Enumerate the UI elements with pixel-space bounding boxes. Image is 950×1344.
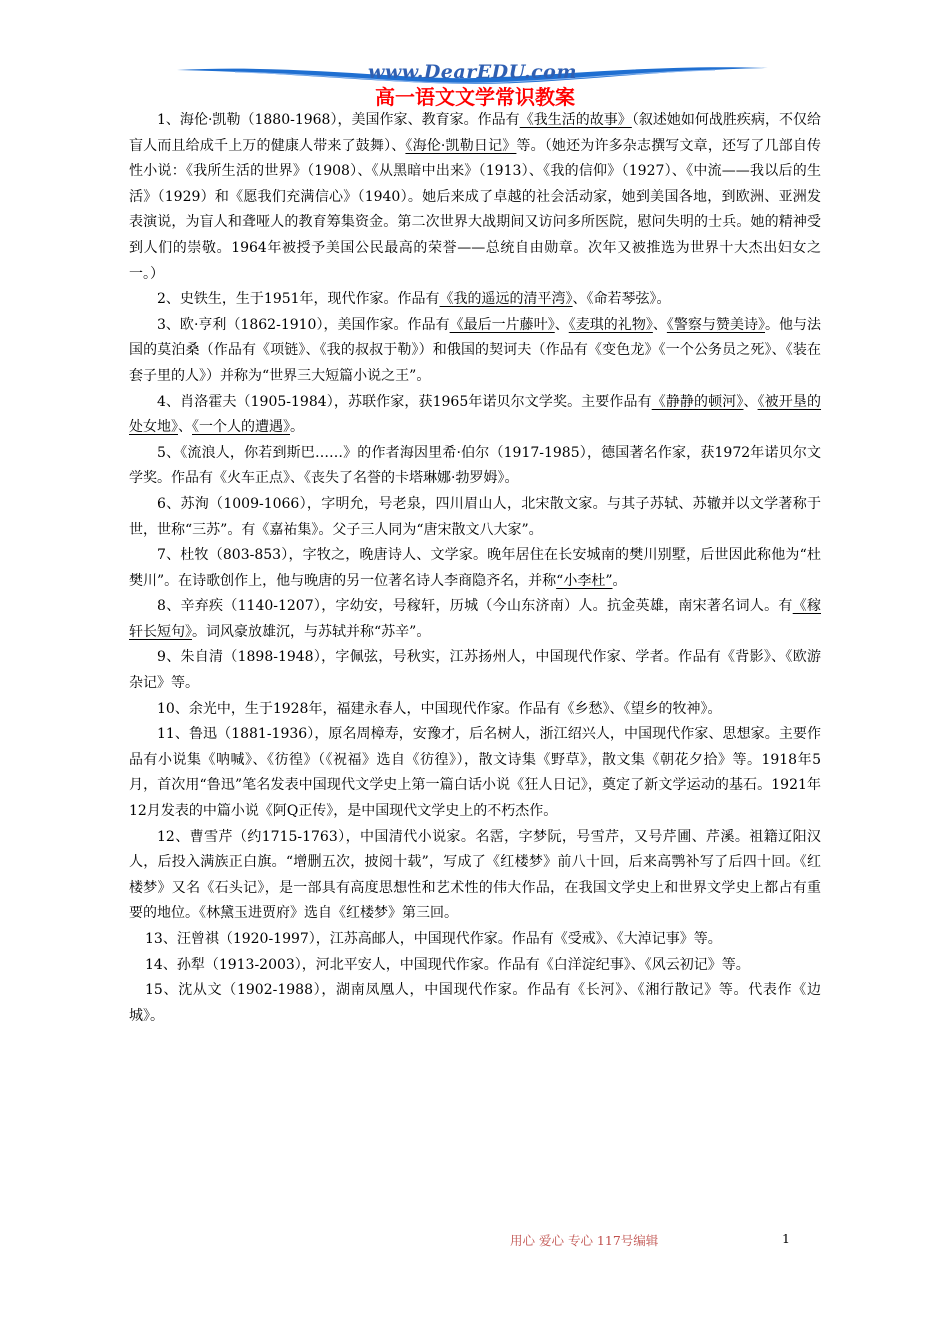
document-body xyxy=(129,108,821,1029)
work-title: 《警察与赞美诗》 xyxy=(666,316,765,333)
paragraph-10: 10、余光中，生于1928年，福建永春人，中国现代作家。作品有《乡愁》、《望乡的牧神》。 xyxy=(157,700,722,717)
paragraph-7: 7、杜牧（803-853），字牧之，晚唐诗人、文学家。晚年居住在长安城南的樊川别墅，后世因此称他为“杜樊川”。在诗歌创作上，他与晚唐的另一位著名诗人李商隐齐名，并称“小李杜”。 xyxy=(129,547,821,589)
paragraph-9: 9、朱自清（1898-1948），字佩弦，号秋实，江苏扬州人，中国现代作家、学者。作品有《背影》、《欧游杂记》等。 xyxy=(129,649,821,692)
page-number: 1 xyxy=(782,1231,790,1246)
footer-text: 用心 爱心 专心 117号编辑 xyxy=(510,1233,659,1248)
paragraph-4: 4、肖洛霍夫（1905-1984），苏联作家，获1965年诺贝尔文学奖。主要作品有《静静的顿河》、《被开垦的处女地》、《一个人的遭遇》。 xyxy=(129,393,822,436)
paragraph-5: 5、《流浪人，你若到斯巴……》的作者海因里希·伯尔（1917-1985），德国著名作家，获1972年诺贝尔文学奖。作品有《火车正点》、《丧失了名誉的卡塔琳娜·勃罗姆》。 xyxy=(129,444,821,487)
paragraph-12: 12、曹雪芹（约1715-1763），中国清代小说家。名霑，字梦阮，号雪芹，又号芹圃、芹溪。祖籍辽阳汉人，后投入满族正白旗。“增删五次，披阅十载”，写成了《红楼梦》前八十回，后来高鹗补写了后四十回。《红楼梦》又名《石头记》，是一部具有高度思想性和艺术性的伟大作品，在我国文学史上和世界文学史上都占有重要的地位。《林黛玉进贾府》选自《红楼梦》第三回。 xyxy=(129,828,821,922)
paragraph-3: 3、欧·亨利（1862-1910），美国作家。作品有《最后一片藤叶》、《麦琪的礼物》、《警察与赞美诗》。他与法国的莫泊桑（作品有《项链》、《我的叔叔于勒》）和俄国的契诃夫（作品有《变色龙》《一个公务员之死》、《装在套子里的人》）并称为“世界三大短篇小说之王”。 xyxy=(129,316,822,384)
paragraph-2: 2、史铁生，生于1951年，现代作家。作品有《我的遥远的清平湾》、《命若琴弦》。 xyxy=(157,291,671,308)
document-title: 高一语文文学常识教案 xyxy=(375,85,575,109)
paragraph-1: 1、海伦·凯勒（1880-1968），美国作家、教育家。作品有《我生活的故事》（叙述她如何战胜疾病，不仅给盲人而且给成千上万的健康人带来了鼓舞）、《海伦·凯勒日记》等。（她还为许多杂志撰写文章，还写了几部自传性小说：《我所生活的世界》（1908）、《从黑暗中出来》（1913）、《我的信仰》（1927）、《中流——我以后的生活》（1929）和《愿我们充满信心》（1940）。她后来成了卓越的社会活动家，她到美国各地，到欧洲、亚洲发表演说，为盲人和聋哑人的教育筹集资金。第二次世界大战期间又访问多所医院，慰问失明的士兵。她的精神受到人们的崇敬。1964年被授予美国公民最高的荣誉——总统自由勋章。次年又被推选为世界十大杰出妇女之一。） xyxy=(129,112,822,282)
work-title: 《我的遥远的清平湾》 xyxy=(439,291,573,308)
work-title: 《海伦·凯勒日记》 xyxy=(405,137,517,154)
paragraph-8: 8、辛弃疾（1140-1207），字幼安，号稼轩，历城（今山东济南）人。抗金英雄，南宋著名词人。有《稼轩长短句》。词风豪放雄沉，与苏轼并称“苏辛”。 xyxy=(129,598,821,640)
work-title: 《一个人的遭遇》 xyxy=(192,419,290,436)
paragraph-13: 13、汪曾祺（1920-1997），江苏高邮人，中国现代作家。作品有《受戒》、《大淖记事》等。 xyxy=(145,931,722,947)
work-title: 《我生活的故事》 xyxy=(519,112,632,128)
work-title: 《被开垦的处女地》 xyxy=(129,393,822,436)
work-title: 《最后一片藤叶》 xyxy=(449,316,555,333)
paragraph-6: 6、苏洵（1009-1066），字明允，号老泉，四川眉山人，北宋散文家。与其子苏轼、苏辙并以文学著称于世，世称“三苏”。有《嘉祐集》。父子三人同为“唐宋散文八大家”。 xyxy=(129,495,821,538)
work-title: 《麦琪的礼物》 xyxy=(568,316,653,333)
work-title: 《静静的顿河》 xyxy=(651,393,744,410)
work-title: “小李杜” xyxy=(556,572,613,589)
paragraph-14: 14、孙犁（1913-2003），河北平安人，中国现代作家。作品有《白洋淀纪事》、《风云初记》等。 xyxy=(145,956,750,973)
logo-text: www.DearEDU.com xyxy=(368,61,577,83)
work-title: 《稼轩长短句》 xyxy=(129,598,821,640)
paragraph-15: 15、沈从文（1902-1988），湖南凤凰人，中国现代作家。作品有《长河》、《湘行散记》等。代表作《边城》。 xyxy=(129,982,821,1024)
paragraph-11: 11、鲁迅（1881-1936），原名周樟寿，安豫才，后名树人，浙江绍兴人，中国现代作家、思想家。主要作品有小说集《呐喊》、《彷徨》（《祝福》选自《彷徨》），散文诗集《野草》，散文集《朝花夕拾》等。1918年5月，首次用“鲁迅”笔名发表中国现代文学史上第一篇白话小说《狂人日记》，奠定了新文学运动的基石。1921年12月发表的中篇小说《阿Q正传》，是中国现代文学史上的不朽杰作。 xyxy=(129,726,821,820)
